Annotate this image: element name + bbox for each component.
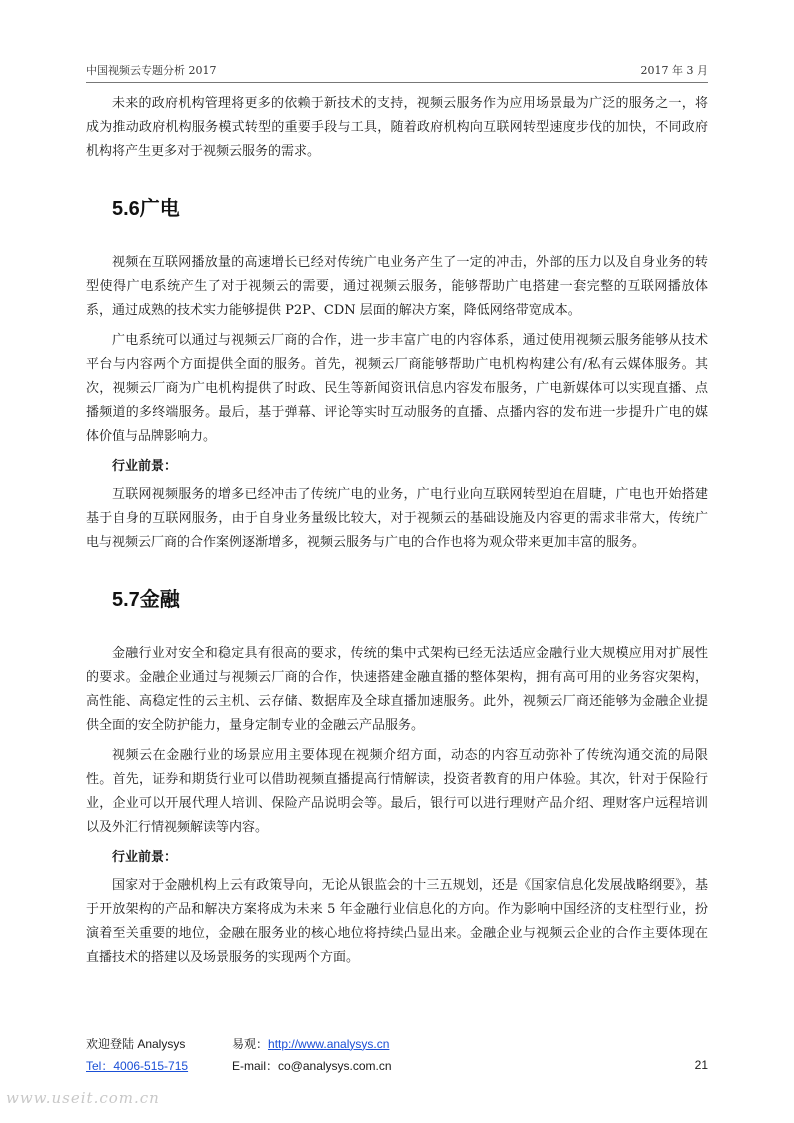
intro-paragraph: 未来的政府机构管理将更多的依赖于新技术的支持，视频云服务作为应用场景最为广泛的服务之一，将成为推动政府机构服务模式转型的重要手段与工具，随着政府机构向互联网转型速度步伐的加快，不同政府机构将产生更多对于视频云服务的需求。 — [86, 96, 708, 159]
footer-tel-link[interactable]: Tel：4006-515-715 — [86, 1058, 189, 1073]
finance-paragraph-2: 视频云在金融行业的场景应用主要体现在视频介绍方面，动态的内容互动弥补了传统沟通交流的局限性。首先，证券和期货行业可以借助视频直播提高行情解读，投资者教育的用户体验。其次，针对于保险行业，企业可以开展代理人培训、保险产品说明会等。最后，银行可以进行理财产品介绍、理财客户远程培训以及外汇行情视频解读等内容。 — [86, 748, 708, 835]
page-footer — [86, 1032, 708, 1076]
section-heading-broadcast: 5.6广电 — [112, 198, 180, 220]
footer-email: E-mail：co@analysys.com.cn — [232, 1058, 392, 1073]
watermark-text: www.useit.com.cn — [6, 1089, 160, 1107]
header-date: 2017 年 3 月 — [640, 64, 708, 77]
broadcast-paragraph-1: 视频在互联网播放量的高速增长已经对传统广电业务产生了一定的冲击，外部的压力以及自身业务的转型使得广电系统产生了对于视频云的需要，通过视频云服务，能够帮助广电搭建一套完整的互联网播放体系，通过成熟的技术实力能够提供 P2P、CDN 层面的解决方案，降低网络带宽成本。 — [86, 255, 708, 318]
broadcast-paragraph-2: 广电系统可以通过与视频云厂商的合作，进一步丰富广电的内容体系，通过使用视频云服务能够从技术平台与内容两个方面提供全面的服务。首先，视频云厂商能够帮助广电机构构建公有/私有云媒体服务。其次，视频云厂商为广电机构提供了时政、民生等新闻资讯信息内容发布服务，广电新媒体可以实现直播、点播频道的多终端服务。最后，基于弹幕、评论等实时互动服务的直播、点播内容的发布进一步提升广电的媒体价值与品牌影响力。 — [86, 333, 708, 444]
finance-outlook-heading: 行业前景： — [112, 849, 178, 864]
footer-site-link[interactable]: http://www.analysys.cn — [268, 1036, 390, 1051]
section-heading-finance: 5.7金融 — [112, 589, 180, 611]
header-doc-title: 中国视频云专题分析 2017 — [86, 64, 217, 77]
finance-outlook-paragraph: 国家对于金融机构上云有政策导向，无论从银监会的十三五规划，还是《国家信息化发展战略纲要》，基于开放架构的产品和解决方案将成为未来 5 年金融行业信息化的方向。作为影响中国经济的支柱型行业，扮演着至关重要的地位，金融在服务业的核心地位将持续凸显出来。金融企业与视频云企业的合作主要体现在直播技术的搭建以及场景服务的实现两个方面。 — [86, 878, 708, 965]
page-content — [86, 92, 708, 976]
page-number: 21 — [694, 1058, 708, 1072]
page-header — [86, 62, 708, 83]
footer-welcome: 欢迎登陆 Analysys — [86, 1036, 186, 1051]
broadcast-outlook-paragraph: 互联网视频服务的增多已经冲击了传统广电的业务，广电行业向互联网转型迫在眉睫，广电也开始搭建基于自身的互联网服务，由于自身业务量级比较大，对于视频云的基础设施及内容更的需求非常大，传统广电与视频云厂商的合作案例逐渐增多，视频云服务与广电的合作也将为观众带来更加丰富的服务。 — [86, 487, 708, 550]
finance-paragraph-1: 金融行业对安全和稳定具有很高的要求，传统的集中式架构已经无法适应金融行业大规模应用对扩展性的要求。金融企业通过与视频云厂商的合作，快速搭建金融直播的整体架构，拥有高可用的业务容灾架构，高性能、高稳定性的云主机、云存储、数据库及全球直播加速服务。此外，视频云厂商还能够为金融企业提供全面的安全防护能力，量身定制专业的金融云产品服务。 — [86, 646, 708, 733]
footer-site-label: 易观： — [232, 1036, 269, 1051]
broadcast-outlook-heading: 行业前景： — [112, 458, 178, 473]
